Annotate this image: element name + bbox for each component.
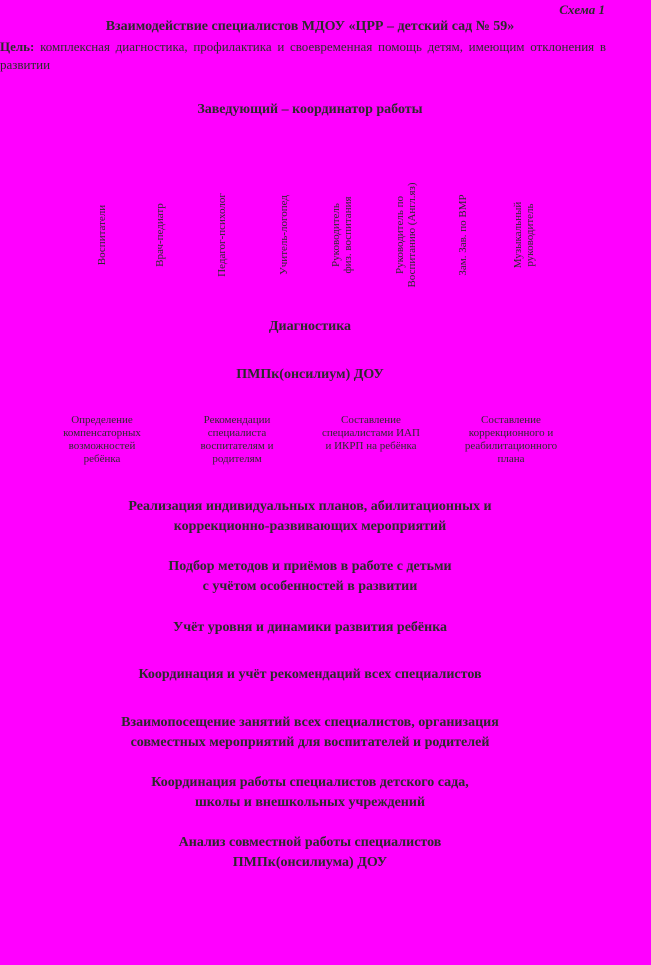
- diagnostics-node: Диагностика: [268, 319, 352, 334]
- specialist-node: Руководитель по Воспитанию (Англ.яз): [394, 182, 418, 288]
- council-item: Определение компенсаторных возможностей ребёнка: [63, 414, 141, 465]
- coordinator-node: Заведующий – координатор работы: [197, 102, 423, 117]
- step-node: Анализ совместной работы специалистов ПМПк(онсилиума) ДОУ: [178, 835, 442, 870]
- diagram-title: Взаимодействие специалистов МДОУ «ЦРР – детский сад № 59»: [105, 19, 515, 34]
- step-node: Координация и учёт рекомендаций всех специалистов: [138, 667, 482, 682]
- council-item: Составление коррекционного и реабилитационного плана: [464, 414, 558, 465]
- specialist-node: Воспитатели: [96, 204, 108, 266]
- specialist-node: Учитель-логопед: [278, 194, 290, 276]
- step-node: Реализация индивидуальных планов, абилитационных и коррекционно-развивающих мероприятий: [128, 499, 492, 534]
- specialist-node: Врач-педиатр: [154, 203, 166, 267]
- scheme-label: Схема 1: [559, 2, 605, 17]
- step-node: Подбор методов и приёмов в работе с детьми с учётом особенностей в развитии: [168, 559, 452, 594]
- goal-statement: [0, 38, 606, 74]
- goal-label: Цель:: [0, 39, 35, 54]
- council-node: ПМПк(онсилиум) ДОУ: [236, 367, 384, 382]
- specialist-node: Руководитель физ. воспитания: [330, 196, 354, 274]
- step-node: Учёт уровня и динамики развития ребёнка: [172, 620, 448, 635]
- council-item: Составление специалистами ИАП и ИКРП на ребёнка: [322, 414, 420, 452]
- specialist-node: Музыкальный руководитель: [512, 201, 536, 269]
- specialist-node: Зам. Зав. по ВМР: [457, 194, 469, 276]
- step-node: Взаимопосещение занятий всех специалистов, организация совместных мероприятий для воспитателей и родителей: [121, 715, 499, 750]
- specialist-node: Педагог-психолог: [216, 193, 228, 277]
- goal-text: комплексная диагностика, профилактика и своевременная помощь детям, имеющим отклонения в развитии: [0, 39, 607, 72]
- step-node: Координация работы специалистов детского сада, школы и внешкольных учреждений: [151, 775, 469, 810]
- council-item: Рекомендации специалиста воспитателям и родителям: [200, 414, 274, 465]
